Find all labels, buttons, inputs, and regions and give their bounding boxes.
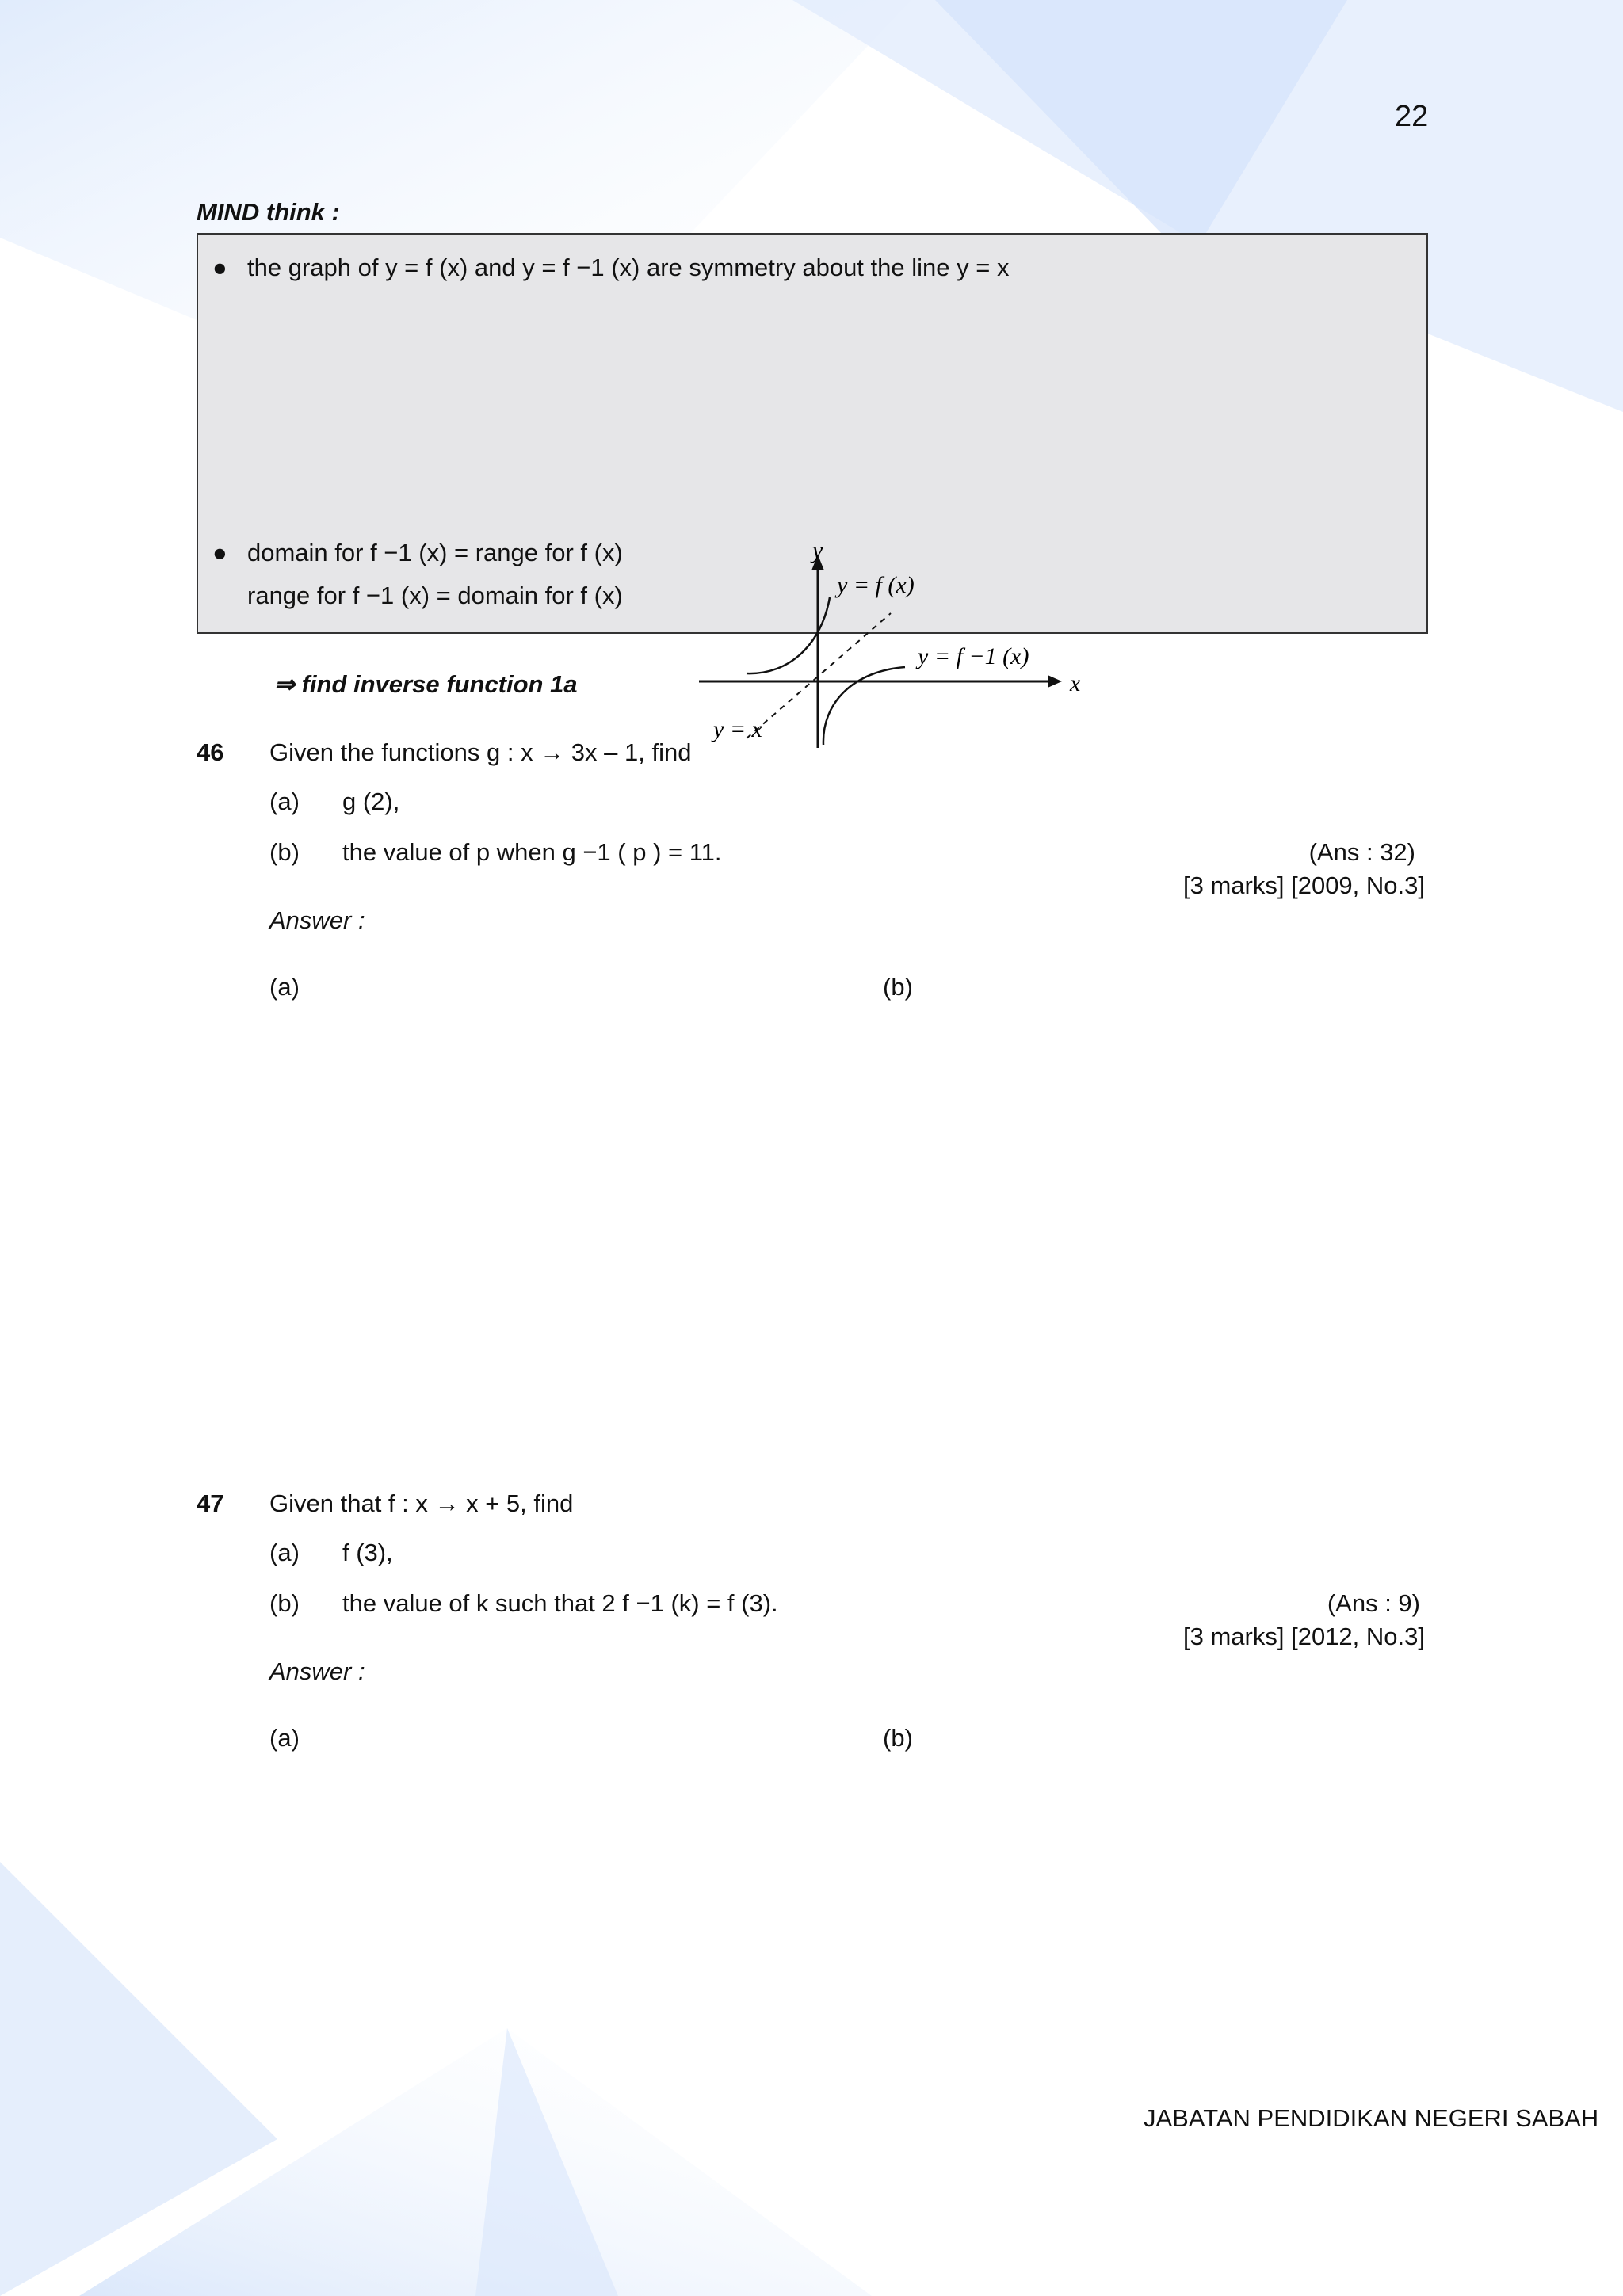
question-number: 47 (197, 1489, 224, 1517)
marks-reference: [3 marks] [2009, No.3] (1183, 871, 1425, 899)
domain-text: domain for f −1 (x) = range for f (x) (247, 539, 623, 566)
part-b-label: (b) (269, 838, 300, 866)
part-a-label: (a) (269, 788, 300, 815)
question-stem: Given that f : x → x + 5, find (269, 1489, 574, 1517)
y-axis-label: y (812, 540, 823, 563)
part-a-text: g (2), (342, 788, 400, 815)
part-a-label: (a) (269, 1539, 300, 1566)
answer-hint: (Ans : 32) (1308, 838, 1415, 866)
bullet-item-symmetry: ● the graph of y = f (x) and y = f −1 (x) are symmetry about the line y = x (212, 254, 1010, 281)
range-text: range for f −1 (x) = domain for f (x) (247, 582, 623, 609)
footer-publisher: JABATAN PENDIDIKAN NEGERI SABAH (1144, 2104, 1599, 2132)
part-b-text: the value of p when g −1 ( p ) = 11. (342, 838, 722, 866)
hint-inverse-function: ⇒ find inverse function 1a (274, 670, 578, 698)
question-stem: Given the functions g : x → 3x – 1, find (269, 738, 692, 766)
y-equals-x-label: y = x (713, 716, 762, 742)
part-a-text: f (3), (342, 1539, 393, 1566)
mind-think-title: MIND think : (197, 198, 340, 226)
answer-label: Answer : (269, 1657, 365, 1685)
part-b-text: the value of k such that 2 f −1 (k) = f (3). (342, 1589, 778, 1617)
working-area-b: (b) (883, 973, 913, 1001)
marks-reference: [3 marks] [2012, No.3] (1183, 1623, 1425, 1650)
symmetry-text: the graph of y = f (x) and y = f −1 (x) are symmetry about the line y = x (247, 254, 1010, 281)
part-b-label: (b) (269, 1589, 300, 1617)
f-curve-label: y = f (x) (837, 572, 915, 598)
working-area-b: (b) (883, 1724, 913, 1752)
answer-hint: (Ans : 9) (1327, 1589, 1420, 1617)
question-number: 46 (197, 738, 224, 766)
x-axis-label: x (1070, 670, 1081, 696)
working-area-a: (a) (269, 973, 300, 1001)
inverse-function-graph (683, 540, 1095, 754)
answer-label: Answer : (269, 906, 365, 934)
working-area-a: (a) (269, 1724, 300, 1752)
bullet-item-domain: ● domain for f −1 (x) = range for f (x) (212, 539, 623, 566)
page-number: 22 (1395, 100, 1429, 133)
f-inverse-curve-label: y = f −1 (x) (918, 643, 1029, 669)
